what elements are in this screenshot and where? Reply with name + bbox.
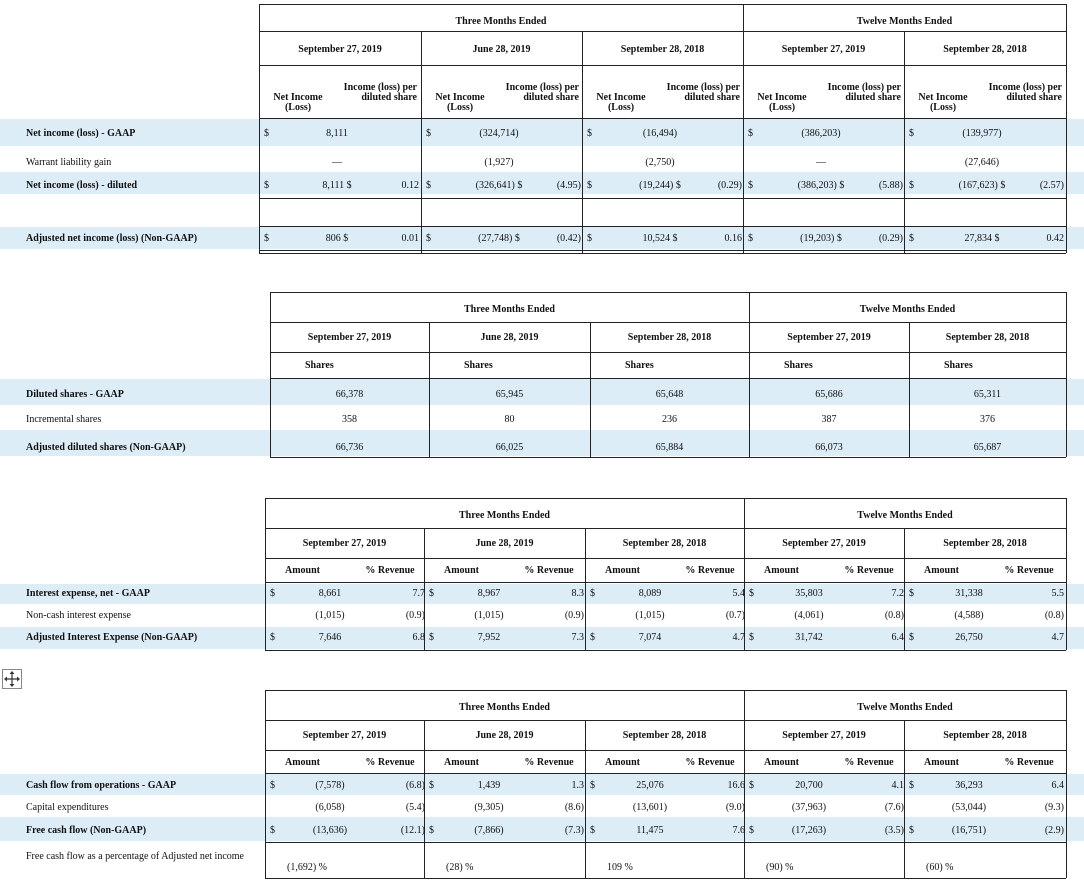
shares-value: 65,686 bbox=[815, 389, 843, 400]
currency-symbol: $ bbox=[909, 128, 914, 139]
shares-value: 65,311 bbox=[973, 389, 1002, 400]
currency-symbol: $ bbox=[429, 588, 434, 599]
revenue-pct-value: (7.6) bbox=[884, 802, 904, 813]
period-header: September 27, 2019 bbox=[787, 332, 871, 343]
period-header: September 27, 2019 bbox=[307, 332, 392, 343]
grid-line bbox=[270, 292, 1066, 293]
amount-value: 20,700 bbox=[795, 780, 823, 791]
row-label: Non-cash interest expense bbox=[26, 610, 131, 621]
shares-value: 387 bbox=[821, 414, 837, 425]
period-header: June 28, 2019 bbox=[475, 730, 534, 741]
amount-value: 8,089 bbox=[638, 588, 662, 599]
currency-symbol: $ bbox=[590, 825, 595, 836]
col-header-revenue: % Revenue bbox=[685, 565, 735, 576]
group-header: Three Months Ended bbox=[459, 702, 550, 713]
group-header: Twelve Months Ended bbox=[859, 304, 956, 315]
grid-line bbox=[1066, 4, 1067, 253]
net-income-value: 806 $ bbox=[325, 233, 349, 244]
net-income-value: (2,750) bbox=[645, 157, 675, 168]
grid-line bbox=[421, 31, 422, 253]
revenue-pct-value: 6.8 bbox=[412, 632, 425, 643]
group-header: Twelve Months Ended bbox=[856, 16, 953, 27]
grid-line bbox=[265, 878, 1066, 879]
revenue-pct-value: (0.9) bbox=[564, 610, 584, 621]
revenue-pct-value: 1.3 bbox=[571, 780, 584, 791]
grid-line bbox=[1066, 292, 1067, 457]
amount-value: (37,963) bbox=[791, 802, 827, 813]
col-header-amount: Amount bbox=[924, 565, 960, 576]
col-header-net-income: Net Income (Loss) bbox=[596, 92, 646, 113]
grid-line bbox=[265, 720, 1066, 721]
revenue-pct-value: (3.5) bbox=[884, 825, 904, 836]
col-header-revenue: % Revenue bbox=[844, 757, 894, 768]
revenue-pct-value: 6.4 bbox=[891, 632, 904, 643]
table-move-handle[interactable] bbox=[2, 669, 22, 689]
col-header-per-share: Income (loss) per diluted share bbox=[343, 82, 417, 103]
currency-symbol: $ bbox=[429, 825, 434, 836]
grid-line bbox=[585, 720, 586, 878]
revenue-pct-value: 5.5 bbox=[1051, 588, 1064, 599]
amount-value: (1,015) bbox=[315, 610, 345, 621]
amount-value: 1,439 bbox=[477, 780, 501, 791]
currency-symbol: $ bbox=[264, 180, 269, 191]
col-header-per-share: Income (loss) per diluted share bbox=[988, 82, 1062, 103]
shares-value: 376 bbox=[980, 414, 995, 425]
col-header-amount: Amount bbox=[285, 757, 321, 768]
net-income-value: 10,524 $ bbox=[642, 233, 678, 244]
col-header-revenue: % Revenue bbox=[524, 565, 574, 576]
currency-symbol: $ bbox=[909, 233, 914, 244]
col-header-amount: Amount bbox=[285, 565, 321, 576]
amount-value: (4,588) bbox=[954, 610, 984, 621]
grid-line bbox=[904, 31, 905, 253]
shares-value: 66,025 bbox=[495, 442, 524, 453]
period-header: September 28, 2018 bbox=[620, 44, 705, 55]
shares-value: 66,736 bbox=[335, 442, 364, 453]
currency-symbol: $ bbox=[909, 825, 914, 836]
grid-line bbox=[265, 750, 1066, 751]
col-header-net-income: Net Income (Loss) bbox=[273, 92, 323, 113]
amount-value: (1,015) bbox=[474, 610, 504, 621]
currency-symbol: $ bbox=[426, 233, 431, 244]
amount-value: 11,475 bbox=[636, 825, 664, 836]
currency-symbol: $ bbox=[749, 825, 754, 836]
percentage-value: (28) % bbox=[446, 862, 474, 873]
group-header: Twelve Months Ended bbox=[857, 702, 953, 713]
revenue-pct-value: 6.4 bbox=[1051, 780, 1064, 791]
currency-symbol: $ bbox=[270, 825, 275, 836]
revenue-pct-value: (9.3) bbox=[1044, 802, 1064, 813]
grid-line bbox=[265, 842, 1066, 843]
period-header: September 28, 2018 bbox=[943, 730, 1027, 741]
percentage-value: (1,692) % bbox=[287, 862, 327, 873]
col-header-net-income: Net Income (Loss) bbox=[435, 92, 485, 113]
grid-line bbox=[270, 322, 1066, 323]
grid-line bbox=[424, 720, 425, 878]
amount-value: (13,601) bbox=[632, 802, 668, 813]
revenue-pct-value: (0.8) bbox=[1044, 610, 1064, 621]
revenue-pct-value: (0.9) bbox=[405, 610, 425, 621]
currency-symbol: $ bbox=[590, 632, 595, 643]
grid-line bbox=[743, 4, 744, 253]
net-income-value: 27,834 $ bbox=[964, 233, 1000, 244]
grid-line bbox=[259, 198, 1066, 199]
per-share-value: 0.12 bbox=[401, 180, 419, 191]
percentage-value: (90) % bbox=[766, 862, 794, 873]
revenue-pct-value: (0.7) bbox=[725, 610, 745, 621]
grid-line bbox=[270, 378, 1066, 379]
col-header-revenue: % Revenue bbox=[365, 565, 415, 576]
shares-value: 65,884 bbox=[655, 442, 684, 453]
grid-line bbox=[259, 250, 1066, 251]
period-header: September 28, 2018 bbox=[943, 538, 1027, 549]
row-label: Warrant liability gain bbox=[26, 157, 112, 168]
col-header-amount: Amount bbox=[444, 757, 480, 768]
period-header: June 28, 2019 bbox=[472, 44, 531, 55]
grid-line bbox=[265, 650, 1066, 651]
currency-symbol: $ bbox=[270, 588, 275, 599]
row-label: Net income (loss) - GAAP bbox=[26, 128, 136, 139]
col-header-revenue: % Revenue bbox=[365, 757, 415, 768]
grid-line bbox=[265, 773, 1066, 774]
net-income-value: (326,641) $ bbox=[475, 180, 523, 191]
col-header-shares: Shares bbox=[305, 360, 334, 371]
currency-symbol: $ bbox=[426, 128, 431, 139]
amount-value: (7,578) bbox=[315, 780, 345, 791]
currency-symbol: $ bbox=[264, 233, 269, 244]
col-header-amount: Amount bbox=[605, 565, 641, 576]
currency-symbol: $ bbox=[748, 233, 753, 244]
amount-value: 31,338 bbox=[955, 588, 983, 599]
grid-line bbox=[265, 558, 1066, 559]
grid-line bbox=[259, 31, 1066, 32]
amount-value: (17,263) bbox=[791, 825, 827, 836]
revenue-pct-value: (6.8) bbox=[405, 780, 425, 791]
revenue-pct-value: (0.8) bbox=[884, 610, 904, 621]
revenue-pct-value: 7.6 bbox=[732, 825, 745, 836]
period-header: June 28, 2019 bbox=[480, 332, 539, 343]
revenue-pct-value: 4.7 bbox=[1051, 632, 1064, 643]
currency-symbol: $ bbox=[429, 632, 434, 643]
amount-value: 7,646 bbox=[318, 632, 342, 643]
col-header-amount: Amount bbox=[924, 757, 960, 768]
col-header-net-income: Net Income (Loss) bbox=[918, 92, 968, 113]
row-label: Net income (loss) - diluted bbox=[26, 180, 138, 191]
net-income-value: (386,203) $ bbox=[797, 180, 845, 191]
period-header: September 27, 2019 bbox=[782, 730, 866, 741]
currency-symbol: $ bbox=[749, 588, 754, 599]
period-header: September 28, 2018 bbox=[945, 332, 1030, 343]
grid-line bbox=[749, 292, 750, 457]
amount-value: (13,636) bbox=[312, 825, 348, 836]
amount-value: 8,967 bbox=[477, 588, 501, 599]
group-header: Three Months Ended bbox=[455, 16, 547, 27]
col-header-net-income: Net Income (Loss) bbox=[757, 92, 807, 113]
amount-value: 35,803 bbox=[795, 588, 823, 599]
net-income-value: 8,111 $ bbox=[322, 180, 352, 191]
net-income-value: (27,646) bbox=[964, 157, 1000, 168]
col-header-amount: Amount bbox=[444, 565, 480, 576]
col-header-amount: Amount bbox=[764, 565, 800, 576]
revenue-pct-value: (12.1) bbox=[400, 825, 425, 836]
move-arrows-icon bbox=[3, 670, 21, 688]
period-header: September 28, 2018 bbox=[622, 538, 707, 549]
grid-line bbox=[265, 582, 1066, 583]
grid-line bbox=[265, 690, 266, 878]
revenue-pct-value: 16.6 bbox=[727, 780, 745, 791]
net-income-value: (16,494) bbox=[642, 128, 678, 139]
revenue-pct-value: (2.9) bbox=[1044, 825, 1064, 836]
revenue-pct-value: 7.3 bbox=[571, 632, 584, 643]
currency-symbol: $ bbox=[587, 180, 592, 191]
row-label: Free cash flow (Non-GAAP) bbox=[26, 825, 147, 836]
currency-symbol: $ bbox=[590, 588, 595, 599]
revenue-pct-value: 4.7 bbox=[732, 632, 745, 643]
revenue-pct-value: (5.4) bbox=[405, 802, 425, 813]
grid-line bbox=[265, 690, 1066, 691]
row-label: Free cash flow as a percentage of Adjusted net income bbox=[26, 851, 244, 862]
col-header-shares: Shares bbox=[464, 360, 493, 371]
row-label: Incremental shares bbox=[26, 414, 102, 425]
col-header-shares: Shares bbox=[784, 360, 813, 371]
amount-value: (53,044) bbox=[951, 802, 987, 813]
grid-line bbox=[259, 4, 260, 253]
period-header: September 27, 2019 bbox=[298, 44, 382, 55]
grid-line bbox=[265, 528, 1066, 529]
row-label: Capital expenditures bbox=[26, 802, 109, 813]
amount-value: 31,742 bbox=[795, 632, 823, 643]
net-income-value: (167,623) $ bbox=[958, 180, 1006, 191]
grid-line bbox=[259, 4, 1066, 5]
currency-symbol: $ bbox=[270, 780, 275, 791]
shares-value: 80 bbox=[504, 414, 515, 425]
currency-symbol: $ bbox=[429, 780, 434, 791]
amount-value: 26,750 bbox=[955, 632, 983, 643]
period-header: September 27, 2019 bbox=[302, 730, 387, 741]
grid-line bbox=[259, 226, 1066, 227]
currency-symbol: $ bbox=[749, 632, 754, 643]
per-share-value: 0.01 bbox=[401, 233, 419, 244]
currency-symbol: $ bbox=[909, 632, 914, 643]
grid-line bbox=[582, 31, 583, 253]
row-label: Adjusted diluted shares (Non-GAAP) bbox=[26, 442, 186, 453]
currency-symbol: $ bbox=[748, 180, 753, 191]
per-share-value: (0.29) bbox=[878, 233, 903, 244]
currency-symbol: $ bbox=[909, 588, 914, 599]
grid-line bbox=[270, 292, 271, 457]
row-label: Interest expense, net - GAAP bbox=[26, 588, 150, 599]
per-share-value: (0.29) bbox=[717, 180, 742, 191]
shares-value: 65,687 bbox=[973, 442, 1002, 453]
revenue-pct-value: 7.7 bbox=[412, 588, 425, 599]
currency-symbol: $ bbox=[587, 233, 592, 244]
col-header-revenue: % Revenue bbox=[1004, 565, 1054, 576]
col-header-revenue: % Revenue bbox=[844, 565, 894, 576]
currency-symbol: $ bbox=[587, 128, 592, 139]
amount-value: (7,866) bbox=[474, 825, 504, 836]
grid-line bbox=[1066, 498, 1067, 650]
col-header-revenue: % Revenue bbox=[524, 757, 574, 768]
net-income-value: (27,748) $ bbox=[478, 233, 520, 244]
percentage-value: 109 % bbox=[607, 862, 633, 873]
row-label: Diluted shares - GAAP bbox=[26, 389, 124, 400]
per-share-value: (2.57) bbox=[1039, 180, 1064, 191]
currency-symbol: $ bbox=[264, 128, 269, 139]
net-income-value: — bbox=[332, 157, 342, 168]
col-header-amount: Amount bbox=[605, 757, 641, 768]
net-income-value: 8,111 bbox=[326, 128, 348, 139]
grid-line bbox=[904, 720, 905, 878]
grid-line bbox=[265, 498, 1066, 499]
net-income-value: (324,714) bbox=[479, 128, 519, 139]
currency-symbol: $ bbox=[426, 180, 431, 191]
grid-line bbox=[270, 457, 1066, 458]
net-income-value: (139,977) bbox=[962, 128, 1002, 139]
amount-value: (1,015) bbox=[635, 610, 665, 621]
revenue-pct-value: (9.0) bbox=[725, 802, 745, 813]
net-income-value: (19,244) $ bbox=[639, 180, 681, 191]
group-header: Three Months Ended bbox=[464, 304, 555, 315]
period-header: September 28, 2018 bbox=[627, 332, 712, 343]
grid-line bbox=[1066, 690, 1067, 878]
col-header-per-share: Income (loss) per diluted share bbox=[505, 82, 579, 103]
per-share-value: (4.95) bbox=[556, 180, 581, 191]
row-label: Adjusted Interest Expense (Non-GAAP) bbox=[26, 632, 198, 643]
col-header-revenue: % Revenue bbox=[685, 757, 735, 768]
net-income-value: (386,203) bbox=[801, 128, 841, 139]
amount-value: (6,058) bbox=[315, 802, 345, 813]
currency-symbol: $ bbox=[270, 632, 275, 643]
period-header: September 28, 2018 bbox=[622, 730, 707, 741]
amount-value: 7,074 bbox=[638, 632, 662, 643]
shares-value: 66,378 bbox=[335, 389, 364, 400]
revenue-pct-value: 5.4 bbox=[732, 588, 745, 599]
currency-symbol: $ bbox=[590, 780, 595, 791]
revenue-pct-value: 4.1 bbox=[891, 780, 904, 791]
amount-value: 36,293 bbox=[955, 780, 983, 791]
amount-value: (16,751) bbox=[951, 825, 987, 836]
period-header: September 27, 2019 bbox=[782, 538, 866, 549]
currency-symbol: $ bbox=[748, 128, 753, 139]
shares-value: 236 bbox=[662, 414, 677, 425]
per-share-value: (5.88) bbox=[878, 180, 903, 191]
row-label: Cash flow from operations - GAAP bbox=[26, 780, 177, 791]
net-income-value: (19,203) $ bbox=[800, 233, 842, 244]
period-header: September 27, 2019 bbox=[302, 538, 387, 549]
shares-value: 66,073 bbox=[815, 442, 843, 453]
revenue-pct-value: 7.2 bbox=[891, 588, 904, 599]
per-share-value: 0.42 bbox=[1046, 233, 1064, 244]
grid-line bbox=[259, 65, 1066, 66]
group-header: Three Months Ended bbox=[459, 510, 550, 521]
col-header-per-share: Income (loss) per diluted share bbox=[827, 82, 901, 103]
currency-symbol: $ bbox=[909, 180, 914, 191]
currency-symbol: $ bbox=[909, 780, 914, 791]
grid-line bbox=[270, 352, 1066, 353]
col-header-per-share: Income (loss) per diluted share bbox=[666, 82, 740, 103]
per-share-value: (0.42) bbox=[556, 233, 581, 244]
group-header: Twelve Months Ended bbox=[857, 510, 953, 521]
amount-value: 25,076 bbox=[636, 780, 664, 791]
revenue-pct-value: (7.3) bbox=[564, 825, 584, 836]
currency-symbol: $ bbox=[749, 780, 754, 791]
shares-value: 358 bbox=[342, 414, 357, 425]
period-header: September 27, 2019 bbox=[781, 44, 866, 55]
amount-value: (4,061) bbox=[794, 610, 824, 621]
grid-line bbox=[259, 118, 1066, 119]
net-income-value: — bbox=[816, 157, 826, 168]
col-header-revenue: % Revenue bbox=[1004, 757, 1054, 768]
net-income-value: (1,927) bbox=[484, 157, 514, 168]
per-share-value: 0.16 bbox=[724, 233, 742, 244]
shares-value: 65,648 bbox=[655, 389, 684, 400]
col-header-shares: Shares bbox=[944, 360, 973, 371]
col-header-amount: Amount bbox=[764, 757, 800, 768]
col-header-shares: Shares bbox=[625, 360, 654, 371]
period-header: September 28, 2018 bbox=[943, 44, 1027, 55]
revenue-pct-value: 8.3 bbox=[571, 588, 584, 599]
percentage-value: (60) % bbox=[926, 862, 954, 873]
amount-value: (9,305) bbox=[474, 802, 504, 813]
amount-value: 7,952 bbox=[477, 632, 501, 643]
grid-line bbox=[259, 253, 1066, 254]
revenue-pct-value: (8.6) bbox=[564, 802, 584, 813]
row-label: Adjusted net income (loss) (Non-GAAP) bbox=[26, 233, 198, 244]
period-header: June 28, 2019 bbox=[475, 538, 534, 549]
shares-value: 65,945 bbox=[495, 389, 524, 400]
amount-value: 8,661 bbox=[318, 588, 342, 599]
